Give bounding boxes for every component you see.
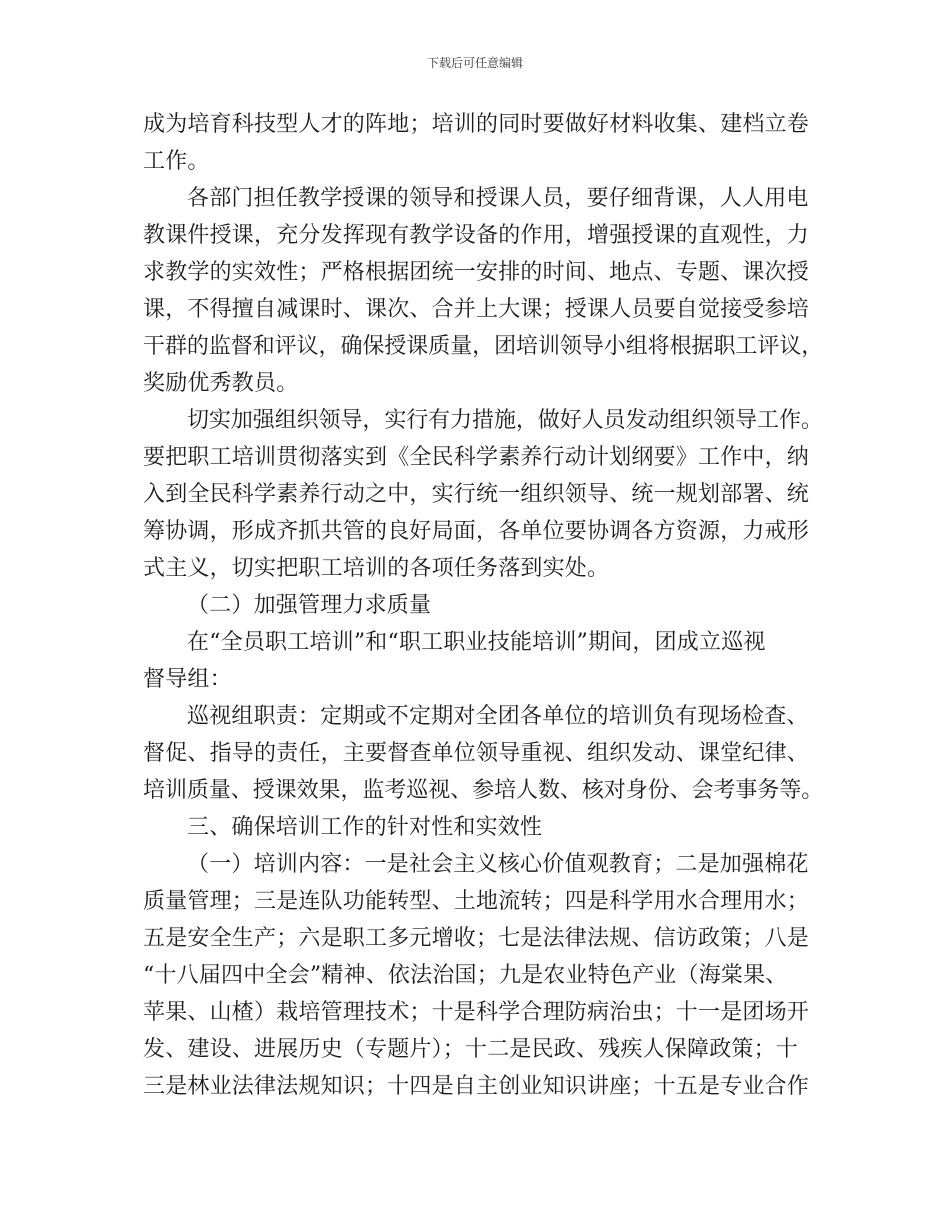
text-line: 要把职工培训贯彻落实到《全民科学素养行动计划纲要》工作中，纳 [143,445,810,470]
text-line: 课，不得擅自减课时、课次、合并上大课；授课人员要自觉接受参培 [143,297,810,322]
text-line: 三、确保培训工作的针对性和实效性 [187,815,543,840]
text-line: 督导组： [143,667,232,692]
text-line: 式主义，切实把职工培训的各项任务落到实处。 [143,556,610,581]
page-header: 下载后可任意编辑 [426,56,523,70]
text-line: 三是林业法律法规知识；十四是自主创业知识讲座；十五是专业合作 [143,1074,810,1099]
text-line: 苹果、山楂）栽培管理技术；十是科学合理防病治虫；十一是团场开 [143,1000,810,1025]
text-line: 各部门担任教学授课的领导和授课人员，要仔细背课，人人用电 [187,186,809,211]
text-line: 成为培育科技型人才的阵地；培训的同时要做好材料收集、建档立卷 [143,112,810,137]
text-line: 质量管理；三是连队功能转型、土地流转；四是科学用水合理用水； [143,889,810,914]
text-line: 干群的监督和评议，确保授课质量，团培训领导小组将根据职工评议， [143,334,824,359]
document-body [143,106,823,1105]
text-line: （二）加强管理力求质量 [187,593,432,618]
text-line: 五是安全生产；六是职工多元增收；七是法律法规、信访政策；八是 [143,926,810,951]
text-line: 筹协调，形成齐抓共管的良好局面，各单位要协调各方资源，力戒形 [143,519,810,544]
text-line: 工作。 [143,149,210,174]
text-line: 督促、指导的责任，主要督查单位领导重视、组织发动、课堂纪律、 [143,741,810,766]
text-line: 巡视组职责：定期或不定期对全团各单位的培训负有现场检查、 [187,704,809,729]
text-line: 教课件授课，充分发挥现有教学设备的作用，增强授课的直观性，力 [143,223,810,248]
text-line: 入到全民科学素养行动之中，实行统一组织领导、统一规划部署、统 [143,482,810,507]
text-line: （一）培训内容：一是社会主义核心价值观教育；二是加强棉花 [187,852,809,877]
text-line: 求教学的实效性；严格根据团统一安排的时间、地点、专题、课次授 [143,260,810,285]
text-line: 奖励优秀教员。 [143,371,299,396]
text-line: 在“全员职工培训”和“职工职业技能培训”期间，团成立巡视 [187,630,766,655]
text-line: “十八届四中全会”精神、依法治国；九是农业特色产业（海棠果、 [143,963,788,988]
text-line: 培训质量、授课效果，监考巡视、参培人数、核对身份、会考事务等。 [143,778,824,803]
text-line: 发、建设、进展历史（专题片）；十二是民政、残疾人保障政策；十 [143,1037,799,1062]
text-line: 切实加强组织领导，实行有力措施，做好人员发动组织领导工作。 [187,408,823,433]
